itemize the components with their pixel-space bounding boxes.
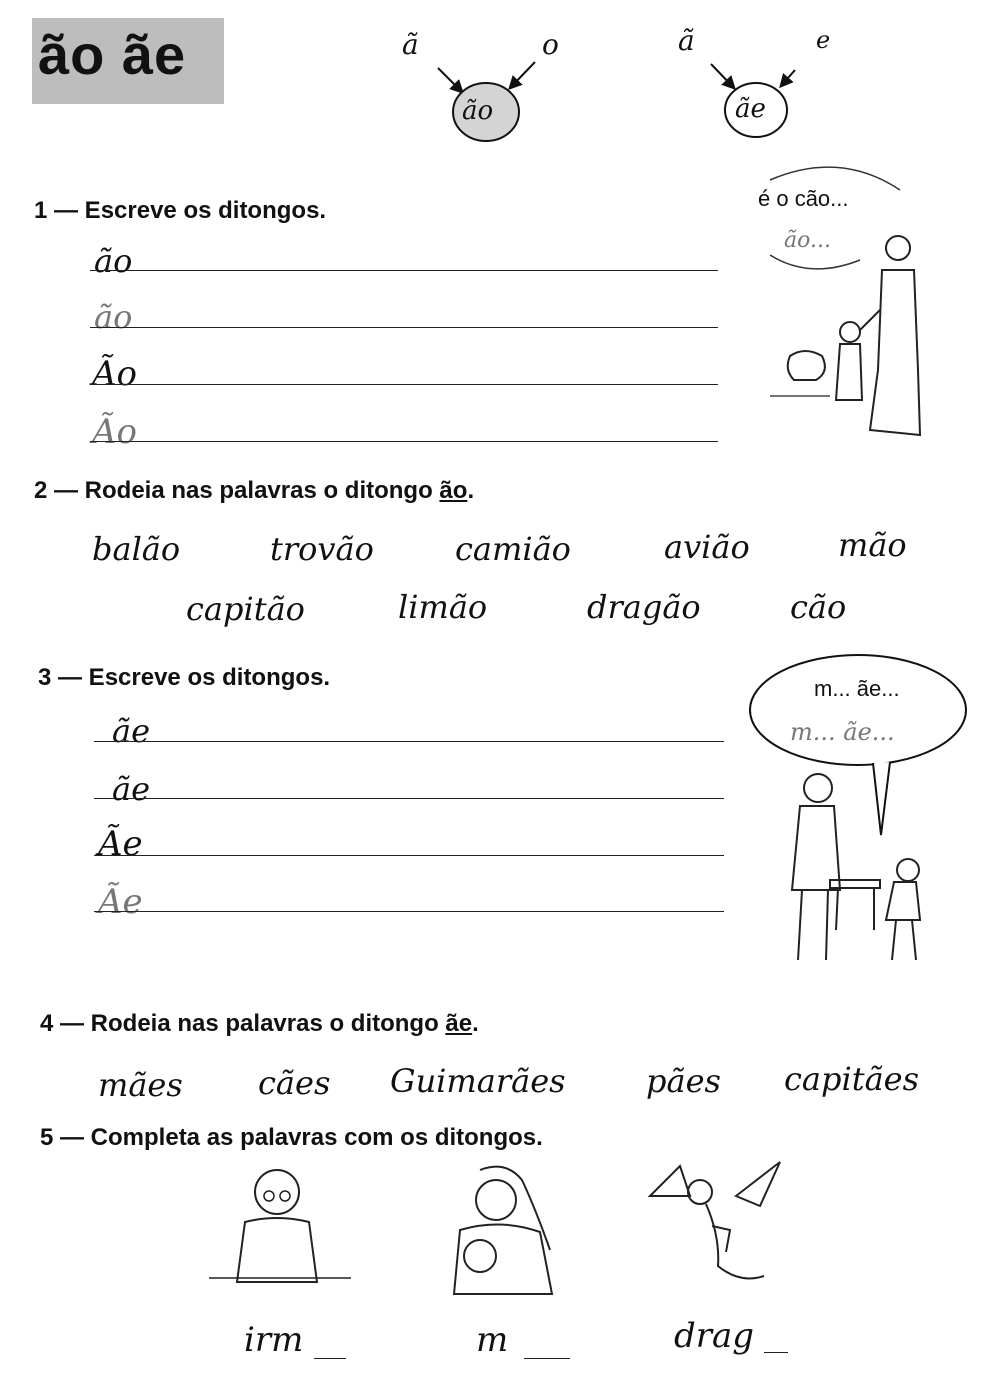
q4-heading-suffix: . — [472, 1010, 479, 1037]
q2-word[interactable]: avião — [664, 528, 750, 566]
q3-writing-line-3[interactable] — [94, 855, 724, 856]
q1-writing-line-1[interactable] — [90, 270, 718, 271]
q2-word[interactable]: dragão — [587, 588, 701, 626]
q1-line-1-model: ão — [94, 242, 133, 280]
diagram-right-b: e — [816, 26, 831, 54]
q4-heading — [40, 1010, 479, 1038]
q2-heading-suffix: . — [467, 477, 475, 504]
page-title: ão ãe — [38, 23, 187, 86]
q2-word[interactable]: balão — [92, 530, 181, 568]
q2-heading-target: ão — [439, 477, 468, 504]
diagram-right-result: ãe — [735, 94, 766, 124]
diagram-left-arrows — [0, 0, 993, 160]
q1-line-3-model: Ão — [92, 354, 138, 394]
brother-illustration — [205, 1162, 355, 1302]
q1-writing-line-2[interactable] — [90, 327, 718, 328]
q1-writing-line-3[interactable] — [90, 384, 718, 385]
q2-word[interactable]: limão — [398, 588, 488, 626]
q1-bubble-cursive: ão... — [784, 228, 831, 253]
q5-blank-1[interactable] — [314, 1358, 346, 1359]
q4-word[interactable]: Guimarães — [390, 1062, 566, 1100]
q3-writing-line-1[interactable] — [94, 741, 724, 742]
q3-writing-line-2[interactable] — [94, 798, 724, 799]
q3-line-1-model: ãe — [112, 712, 151, 750]
q4-word[interactable]: mães — [98, 1066, 183, 1104]
diagram-left-a: ã — [402, 28, 419, 61]
mother-baby-illustration — [440, 1160, 560, 1300]
q1-line-2-model: ão — [94, 298, 133, 336]
q1-heading: 1 — Escreve os ditongos. — [34, 197, 327, 224]
q4-word[interactable]: pães — [646, 1062, 721, 1100]
q5-blank-3[interactable] — [764, 1352, 788, 1353]
q5-stem-3: drag — [674, 1316, 755, 1356]
q4-heading-prefix: 4 — Rodeia nas palavras o ditongo — [40, 1010, 446, 1037]
q2-heading — [34, 477, 474, 505]
dragon-illustration — [640, 1156, 790, 1296]
q1-line-4-model: Ão — [92, 412, 138, 452]
diagram-right-a: ã — [678, 24, 695, 57]
q2-word[interactable]: capitão — [186, 590, 305, 628]
diagram-left-result: ão — [462, 96, 494, 126]
q1-writing-line-4[interactable] — [90, 441, 718, 442]
q3-illustration — [770, 770, 960, 980]
q4-word[interactable]: capitães — [784, 1060, 920, 1098]
q1-illustration — [750, 160, 950, 460]
q2-word[interactable]: camião — [455, 530, 571, 568]
q2-heading-prefix: 2 — Rodeia nas palavras o ditongo — [34, 477, 440, 504]
q3-heading: 3 — Escreve os ditongos. — [38, 664, 331, 691]
q3-bubble-cursive: m... ãe... — [790, 718, 895, 746]
q3-line-3-model: Ãe — [98, 824, 143, 864]
q4-word[interactable]: cães — [258, 1064, 331, 1102]
q3-line-2-model: ãe — [112, 770, 151, 808]
diagram-left-b: o — [542, 28, 559, 61]
q3-writing-line-4[interactable] — [94, 911, 724, 912]
q5-blank-2[interactable] — [524, 1358, 570, 1359]
q1-bubble-text: é o cão... — [758, 186, 849, 211]
q4-heading-target: ãe — [445, 1010, 473, 1037]
q3-bubble-text: m... ãe... — [814, 676, 900, 701]
q5-heading: 5 — Completa as palavras com os ditongos. — [40, 1124, 543, 1151]
q3-line-4-model: Ãe — [98, 882, 143, 922]
q2-word[interactable]: mão — [838, 526, 907, 564]
q5-stem-1: irm — [244, 1320, 304, 1360]
q2-word[interactable]: cão — [790, 588, 847, 626]
q5-stem-2: m — [476, 1320, 509, 1360]
q2-word[interactable]: trovão — [270, 530, 374, 568]
